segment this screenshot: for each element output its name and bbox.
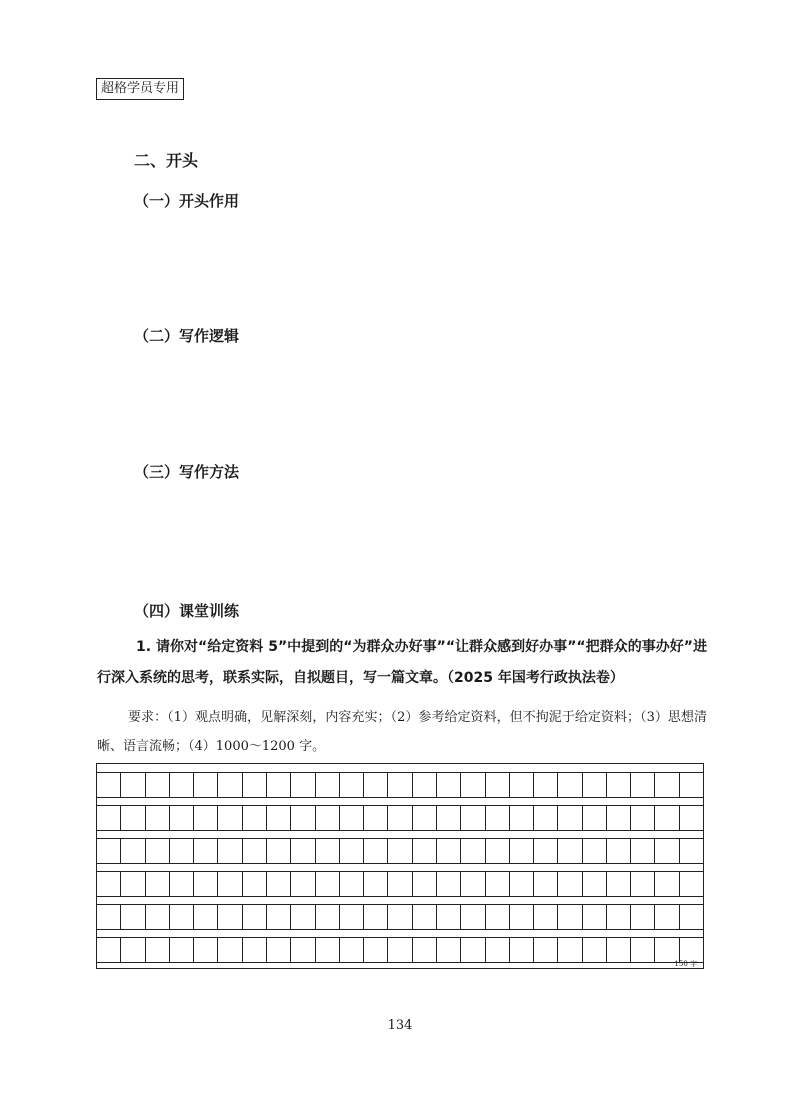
grid-cell[interactable] bbox=[121, 839, 145, 863]
exercise-requirements: 要求：（1）观点明确，见解深刻，内容充实；（2）参考给定资料，但不拘泥于给定资料；（3）思想清晰、语言流畅；（4）1000～1200 字。 bbox=[97, 710, 707, 754]
grid-cell[interactable] bbox=[510, 905, 534, 929]
grid-cell[interactable] bbox=[388, 872, 412, 896]
grid-cell[interactable] bbox=[291, 806, 315, 830]
grid-cell[interactable] bbox=[437, 938, 461, 962]
grid-cell[interactable] bbox=[97, 872, 121, 896]
grid-cell[interactable] bbox=[510, 839, 534, 863]
grid-cell[interactable] bbox=[413, 938, 437, 962]
grid-cell[interactable] bbox=[437, 905, 461, 929]
grid-cell[interactable] bbox=[461, 938, 485, 962]
grid-cell[interactable] bbox=[583, 938, 607, 962]
grid-cell[interactable] bbox=[534, 806, 558, 830]
grid-cell[interactable] bbox=[461, 773, 485, 797]
grid-cell[interactable] bbox=[607, 938, 631, 962]
grid-cell[interactable] bbox=[194, 806, 218, 830]
grid-cell[interactable] bbox=[340, 872, 364, 896]
grid-cell[interactable] bbox=[170, 806, 194, 830]
grid-cell[interactable] bbox=[388, 806, 412, 830]
grid-cell[interactable] bbox=[316, 938, 340, 962]
grid-cell[interactable] bbox=[655, 872, 679, 896]
grid-cell[interactable] bbox=[316, 905, 340, 929]
grid-cell[interactable] bbox=[558, 938, 582, 962]
grid-cell[interactable] bbox=[194, 872, 218, 896]
grid-cell[interactable] bbox=[243, 872, 267, 896]
grid-cell[interactable] bbox=[243, 773, 267, 797]
grid-cell[interactable] bbox=[558, 905, 582, 929]
subsection-practice: （四）课堂训练 bbox=[134, 602, 240, 620]
grid-cell[interactable] bbox=[243, 839, 267, 863]
grid-cell[interactable] bbox=[170, 839, 194, 863]
grid-cell[interactable] bbox=[486, 872, 510, 896]
grid-cell[interactable] bbox=[97, 938, 121, 962]
grid-cell[interactable] bbox=[340, 839, 364, 863]
grid-cell[interactable] bbox=[583, 773, 607, 797]
grid-cell[interactable] bbox=[510, 773, 534, 797]
grid-cell[interactable] bbox=[486, 905, 510, 929]
writing-grid[interactable] bbox=[96, 763, 704, 969]
grid-cell[interactable] bbox=[413, 839, 437, 863]
grid-cell[interactable] bbox=[607, 905, 631, 929]
grid-cell[interactable] bbox=[607, 839, 631, 863]
grid-cell[interactable] bbox=[267, 839, 291, 863]
grid-cell[interactable] bbox=[364, 773, 388, 797]
grid-cell[interactable] bbox=[631, 773, 655, 797]
grid-cell[interactable] bbox=[316, 806, 340, 830]
grid-cell[interactable] bbox=[631, 806, 655, 830]
grid-cell[interactable] bbox=[243, 938, 267, 962]
grid-cell[interactable] bbox=[340, 773, 364, 797]
grid-cell[interactable] bbox=[340, 938, 364, 962]
grid-cell[interactable] bbox=[631, 872, 655, 896]
grid-cell[interactable] bbox=[218, 938, 242, 962]
grid-cell[interactable] bbox=[558, 806, 582, 830]
grid-cell[interactable] bbox=[655, 773, 679, 797]
grid-row bbox=[97, 772, 703, 798]
grid-cell[interactable] bbox=[194, 773, 218, 797]
page-number: 134 bbox=[387, 1018, 413, 1033]
grid-row bbox=[97, 838, 703, 864]
grid-cell[interactable] bbox=[558, 872, 582, 896]
grid-cell[interactable] bbox=[291, 839, 315, 863]
grid-cell[interactable] bbox=[607, 773, 631, 797]
grid-cell[interactable] bbox=[486, 773, 510, 797]
grid-cell[interactable] bbox=[340, 806, 364, 830]
grid-row bbox=[97, 871, 703, 897]
grid-cell[interactable] bbox=[388, 905, 412, 929]
subsection-logic: （二）写作逻辑 bbox=[134, 327, 240, 345]
grid-cell[interactable] bbox=[413, 806, 437, 830]
grid-cell[interactable] bbox=[291, 905, 315, 929]
grid-cell[interactable] bbox=[461, 905, 485, 929]
grid-cell[interactable] bbox=[146, 872, 170, 896]
grid-cell[interactable] bbox=[461, 872, 485, 896]
grid-cell[interactable] bbox=[680, 773, 703, 797]
grid-cell[interactable] bbox=[340, 905, 364, 929]
grid-cell[interactable] bbox=[267, 872, 291, 896]
grid-cell[interactable] bbox=[218, 773, 242, 797]
grid-cell[interactable] bbox=[146, 773, 170, 797]
grid-cell[interactable] bbox=[558, 839, 582, 863]
grid-cell[interactable] bbox=[291, 872, 315, 896]
grid-cell[interactable] bbox=[680, 938, 703, 962]
grid-cell[interactable] bbox=[534, 905, 558, 929]
grid-cell[interactable] bbox=[461, 806, 485, 830]
grid-cell[interactable] bbox=[364, 806, 388, 830]
grid-cell[interactable] bbox=[267, 806, 291, 830]
grid-cell[interactable] bbox=[146, 806, 170, 830]
grid-cell[interactable] bbox=[97, 839, 121, 863]
grid-cell[interactable] bbox=[267, 938, 291, 962]
exclusive-stamp: 超格学员专用 bbox=[96, 78, 184, 100]
grid-cell[interactable] bbox=[146, 839, 170, 863]
grid-cell[interactable] bbox=[218, 872, 242, 896]
grid-cell[interactable] bbox=[121, 938, 145, 962]
grid-cell[interactable] bbox=[267, 905, 291, 929]
subsection-purpose: （一）开头作用 bbox=[134, 192, 240, 210]
grid-cell[interactable] bbox=[121, 872, 145, 896]
grid-cell[interactable] bbox=[388, 938, 412, 962]
grid-cell[interactable] bbox=[655, 839, 679, 863]
grid-cell[interactable] bbox=[170, 872, 194, 896]
grid-cell[interactable] bbox=[316, 839, 340, 863]
grid-cell[interactable] bbox=[631, 938, 655, 962]
grid-cell[interactable] bbox=[534, 938, 558, 962]
grid-cell[interactable] bbox=[146, 905, 170, 929]
grid-cell[interactable] bbox=[194, 839, 218, 863]
grid-cell[interactable] bbox=[316, 872, 340, 896]
grid-cell[interactable] bbox=[437, 872, 461, 896]
grid-cell[interactable] bbox=[655, 806, 679, 830]
grid-cell[interactable] bbox=[218, 806, 242, 830]
grid-cell[interactable] bbox=[607, 872, 631, 896]
grid-cell[interactable] bbox=[170, 773, 194, 797]
section-title: 二、开头 bbox=[134, 151, 199, 170]
grid-cell[interactable] bbox=[680, 872, 703, 896]
grid-cell[interactable] bbox=[534, 872, 558, 896]
grid-cell[interactable] bbox=[121, 905, 145, 929]
grid-cell[interactable] bbox=[510, 872, 534, 896]
grid-row bbox=[97, 904, 703, 930]
grid-cell[interactable] bbox=[534, 839, 558, 863]
exercise-question: 1. 请你对“给定资料 5”中提到的“为群众办好事”“让群众感到好办事”“把群众的事办好”进行深入系统的思考，联系实际，自拟题目，写一篇文章。（2025 年国考行政执法卷） bbox=[97, 639, 707, 686]
grid-cell[interactable] bbox=[170, 938, 194, 962]
grid-cell[interactable] bbox=[388, 773, 412, 797]
grid-cell[interactable] bbox=[218, 905, 242, 929]
grid-cell[interactable] bbox=[413, 905, 437, 929]
grid-row bbox=[97, 805, 703, 831]
grid-cell[interactable] bbox=[413, 872, 437, 896]
grid-cell[interactable] bbox=[680, 905, 703, 929]
grid-cell[interactable] bbox=[364, 905, 388, 929]
grid-cell[interactable] bbox=[583, 905, 607, 929]
grid-cell[interactable] bbox=[486, 839, 510, 863]
grid-cell[interactable] bbox=[364, 839, 388, 863]
grid-cell[interactable] bbox=[680, 839, 703, 863]
grid-cell[interactable] bbox=[583, 839, 607, 863]
grid-cell[interactable] bbox=[583, 872, 607, 896]
grid-cell[interactable] bbox=[607, 806, 631, 830]
grid-cell[interactable] bbox=[316, 773, 340, 797]
grid-cell[interactable] bbox=[267, 773, 291, 797]
grid-cell[interactable] bbox=[558, 773, 582, 797]
grid-cell[interactable] bbox=[364, 938, 388, 962]
word-count-mark: 150 字 bbox=[674, 960, 697, 968]
grid-cell[interactable] bbox=[680, 806, 703, 830]
grid-cell[interactable] bbox=[631, 905, 655, 929]
subsection-method: （三）写作方法 bbox=[134, 463, 240, 481]
grid-row bbox=[97, 937, 703, 963]
grid-cell[interactable] bbox=[364, 872, 388, 896]
grid-cell[interactable] bbox=[655, 905, 679, 929]
grid-cell[interactable] bbox=[121, 806, 145, 830]
grid-cell[interactable] bbox=[413, 773, 437, 797]
grid-cell[interactable] bbox=[388, 839, 412, 863]
grid-cell[interactable] bbox=[170, 905, 194, 929]
grid-cell[interactable] bbox=[510, 806, 534, 830]
grid-cell[interactable] bbox=[631, 839, 655, 863]
grid-cell[interactable] bbox=[655, 938, 679, 962]
grid-cell[interactable] bbox=[583, 806, 607, 830]
grid-cell[interactable] bbox=[97, 905, 121, 929]
grid-cell[interactable] bbox=[534, 773, 558, 797]
grid-cell[interactable] bbox=[194, 938, 218, 962]
grid-cell[interactable] bbox=[146, 938, 170, 962]
grid-cell[interactable] bbox=[194, 905, 218, 929]
grid-cell[interactable] bbox=[437, 839, 461, 863]
grid-cell[interactable] bbox=[510, 938, 534, 962]
grid-cell[interactable] bbox=[461, 839, 485, 863]
grid-cell[interactable] bbox=[218, 839, 242, 863]
grid-cell[interactable] bbox=[121, 773, 145, 797]
grid-cell[interactable] bbox=[97, 773, 121, 797]
grid-cell[interactable] bbox=[243, 806, 267, 830]
grid-cell[interactable] bbox=[97, 806, 121, 830]
grid-cell[interactable] bbox=[437, 773, 461, 797]
grid-cell[interactable] bbox=[291, 773, 315, 797]
grid-cell[interactable] bbox=[437, 806, 461, 830]
grid-cell[interactable] bbox=[291, 938, 315, 962]
grid-cell[interactable] bbox=[486, 806, 510, 830]
grid-cell[interactable] bbox=[243, 905, 267, 929]
grid-cell[interactable] bbox=[486, 938, 510, 962]
